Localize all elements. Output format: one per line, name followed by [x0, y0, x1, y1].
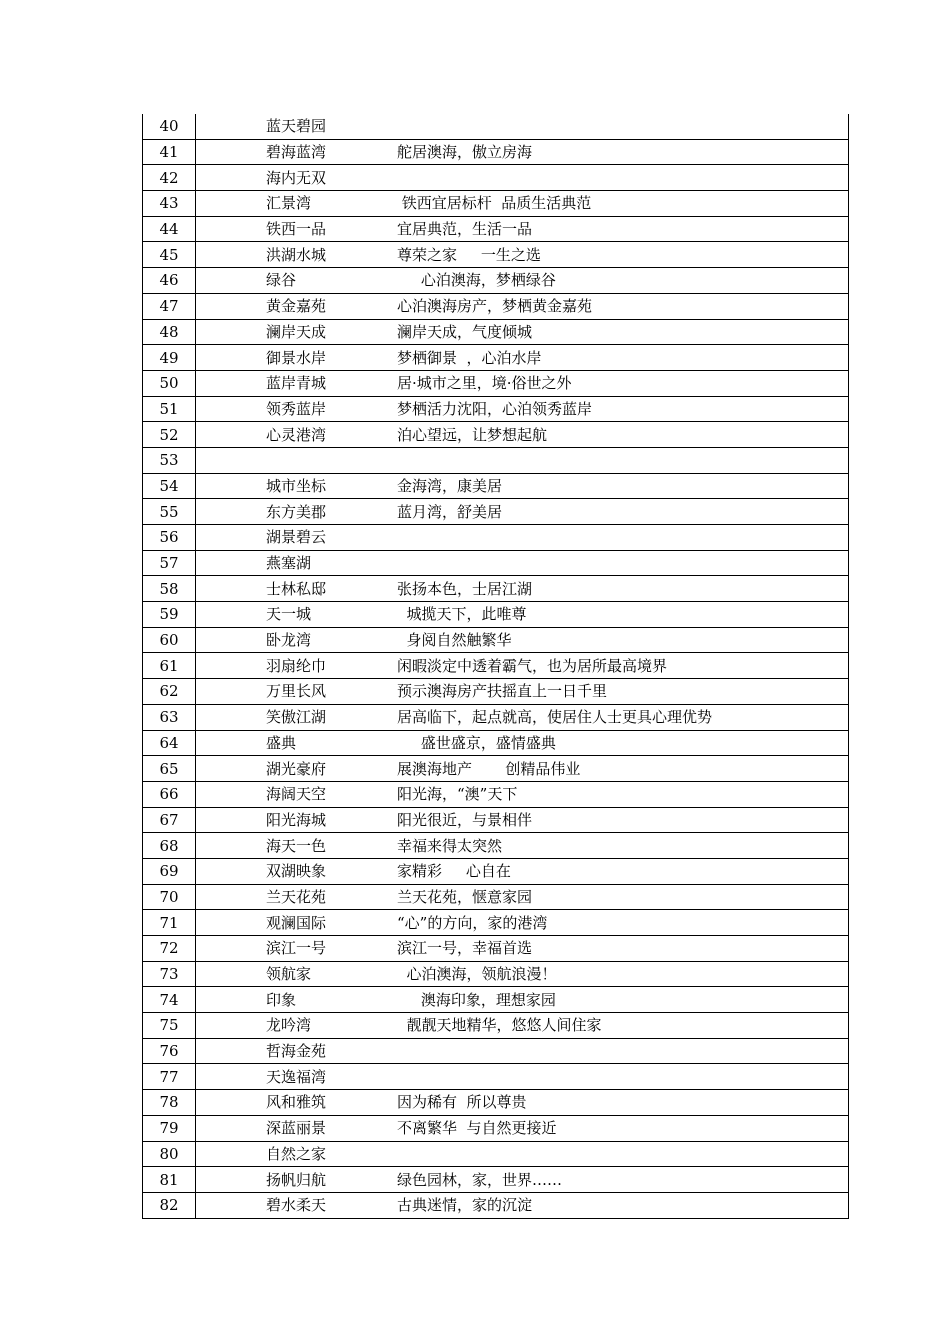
- table-row: [143, 1192, 849, 1218]
- row-number: 58: [143, 576, 196, 602]
- property-slogan: 梦栖御景 ，心泊水岸: [397, 345, 849, 371]
- row-number: 40: [143, 114, 196, 139]
- property-name: 领秀蓝岸: [196, 396, 398, 422]
- row-number: 61: [143, 653, 196, 679]
- table-row: [143, 1090, 849, 1116]
- row-number: 60: [143, 627, 196, 653]
- table-row: [143, 293, 849, 319]
- property-slogan: 心泊澳海房产，梦栖黄金嘉苑: [397, 293, 849, 319]
- property-slogan: 古典迷情，家的沉淀: [397, 1192, 849, 1218]
- row-number: 62: [143, 679, 196, 705]
- property-name: 领航家: [196, 961, 398, 987]
- row-number: 74: [143, 987, 196, 1013]
- property-name: [196, 447, 398, 473]
- row-number: 52: [143, 422, 196, 448]
- property-slogan: 滨江一号，幸福首选: [397, 936, 849, 962]
- property-name: 汇景湾: [196, 191, 398, 217]
- property-name: 万里长风: [196, 679, 398, 705]
- property-slogan: 舵居澳海，傲立房海: [397, 139, 849, 165]
- property-slogan: 铁西宜居标杆 品质生活典范: [397, 191, 849, 217]
- property-name: 兰天花苑: [196, 884, 398, 910]
- table-row: [143, 139, 849, 165]
- row-number: 53: [143, 447, 196, 473]
- property-name: 御景水岸: [196, 345, 398, 371]
- table-row: [143, 550, 849, 576]
- property-name: 笑傲江湖: [196, 704, 398, 730]
- table-row: [143, 679, 849, 705]
- row-number: 46: [143, 268, 196, 294]
- property-slogan: 预示澳海房产扶摇直上一日千里: [397, 679, 849, 705]
- property-slogan: [397, 114, 849, 139]
- row-number: 67: [143, 807, 196, 833]
- table-row: [143, 242, 849, 268]
- property-slogan: [397, 525, 849, 551]
- table-row: [143, 833, 849, 859]
- table-row: [143, 345, 849, 371]
- row-number: 48: [143, 319, 196, 345]
- property-name: 盛典: [196, 730, 398, 756]
- property-slogan: 心泊澳海，领航浪漫！: [397, 961, 849, 987]
- row-number: 42: [143, 165, 196, 191]
- table-row: [143, 1141, 849, 1167]
- table-row: [143, 730, 849, 756]
- property-name: 碧水柔天: [196, 1192, 398, 1218]
- property-slogan: [397, 447, 849, 473]
- table-row: [143, 370, 849, 396]
- property-slogan: 闲暇淡定中透着霸气，也为居所最高境界: [397, 653, 849, 679]
- property-name: 海阔天空: [196, 781, 398, 807]
- table-row: [143, 936, 849, 962]
- row-number: 79: [143, 1115, 196, 1141]
- property-name: 城市坐标: [196, 473, 398, 499]
- property-slogan: 宜居典范，生活一品: [397, 216, 849, 242]
- table-row: [143, 653, 849, 679]
- row-number: 73: [143, 961, 196, 987]
- property-name: 卧龙湾: [196, 627, 398, 653]
- row-number: 54: [143, 473, 196, 499]
- row-number: 69: [143, 858, 196, 884]
- property-slogan: 金海湾，康美居: [397, 473, 849, 499]
- row-number: 70: [143, 884, 196, 910]
- row-number: 76: [143, 1038, 196, 1064]
- property-slogan: 澜岸天成，气度倾城: [397, 319, 849, 345]
- table-row: [143, 807, 849, 833]
- property-slogan: 阳光海，“澳”天下: [397, 781, 849, 807]
- table-row: [143, 627, 849, 653]
- property-name: 双湖映象: [196, 858, 398, 884]
- row-number: 44: [143, 216, 196, 242]
- table-row: [143, 499, 849, 525]
- row-number: 49: [143, 345, 196, 371]
- property-slogan: 兰天花苑，惬意家园: [397, 884, 849, 910]
- property-name: 澜岸天成: [196, 319, 398, 345]
- table-row: [143, 961, 849, 987]
- property-slogan: 家精彩 心自在: [397, 858, 849, 884]
- property-slogan: 心泊澳海，梦栖绿谷: [397, 268, 849, 294]
- property-name: 龙吟湾: [196, 1013, 398, 1039]
- property-name: 阳光海城: [196, 807, 398, 833]
- property-slogan: [397, 1064, 849, 1090]
- row-number: 75: [143, 1013, 196, 1039]
- row-number: 72: [143, 936, 196, 962]
- row-number: 80: [143, 1141, 196, 1167]
- property-name: 天逸福湾: [196, 1064, 398, 1090]
- table-row: [143, 858, 849, 884]
- row-number: 82: [143, 1192, 196, 1218]
- property-name: 洪湖水城: [196, 242, 398, 268]
- property-name: 湖光豪府: [196, 756, 398, 782]
- row-number: 47: [143, 293, 196, 319]
- row-number: 66: [143, 781, 196, 807]
- table-row: [143, 1167, 849, 1193]
- table-row: [143, 422, 849, 448]
- property-name: 绿谷: [196, 268, 398, 294]
- row-number: 56: [143, 525, 196, 551]
- row-number: 51: [143, 396, 196, 422]
- table-row: [143, 396, 849, 422]
- property-name: 黄金嘉苑: [196, 293, 398, 319]
- row-number: 41: [143, 139, 196, 165]
- row-number: 59: [143, 602, 196, 628]
- row-number: 81: [143, 1167, 196, 1193]
- row-number: 71: [143, 910, 196, 936]
- table-row: [143, 910, 849, 936]
- property-slogan: 泊心望远，让梦想起航: [397, 422, 849, 448]
- property-name: 铁西一品: [196, 216, 398, 242]
- row-number: 77: [143, 1064, 196, 1090]
- property-name: 哲海金苑: [196, 1038, 398, 1064]
- property-name: 海天一色: [196, 833, 398, 859]
- table-row: [143, 1038, 849, 1064]
- property-slogan: 不离繁华 与自然更接近: [397, 1115, 849, 1141]
- row-number: 63: [143, 704, 196, 730]
- property-slogan: [397, 165, 849, 191]
- row-number: 68: [143, 833, 196, 859]
- property-name: 观澜国际: [196, 910, 398, 936]
- table-row: [143, 1115, 849, 1141]
- table-row: [143, 704, 849, 730]
- table-row: [143, 1064, 849, 1090]
- property-name-table: [142, 114, 849, 1219]
- table-row: [143, 781, 849, 807]
- table-row: [143, 602, 849, 628]
- table-row: [143, 268, 849, 294]
- property-name: 滨江一号: [196, 936, 398, 962]
- property-slogan: [397, 1141, 849, 1167]
- property-slogan: 靓靓天地精华，悠悠人间住家: [397, 1013, 849, 1039]
- property-slogan: 居·城市之里，境·俗世之外: [397, 370, 849, 396]
- table-row: [143, 447, 849, 473]
- property-name: 扬帆归航: [196, 1167, 398, 1193]
- property-slogan: 梦栖活力沈阳，心泊领秀蓝岸: [397, 396, 849, 422]
- property-name: 自然之家: [196, 1141, 398, 1167]
- table-row: [143, 216, 849, 242]
- property-name: 羽扇纶巾: [196, 653, 398, 679]
- table-row: [143, 987, 849, 1013]
- property-name: 燕塞湖: [196, 550, 398, 576]
- property-slogan: 城揽天下，此唯尊: [397, 602, 849, 628]
- table-row: [143, 525, 849, 551]
- property-slogan: 绿色园林，家，世界……: [397, 1167, 849, 1193]
- row-number: 55: [143, 499, 196, 525]
- table-row: [143, 114, 849, 139]
- row-number: 65: [143, 756, 196, 782]
- table-body: [143, 114, 849, 1218]
- property-name: 深蓝丽景: [196, 1115, 398, 1141]
- table-row: [143, 473, 849, 499]
- property-slogan: 展澳海地产 创精品伟业: [397, 756, 849, 782]
- property-slogan: “心”的方向，家的港湾: [397, 910, 849, 936]
- property-name: 印象: [196, 987, 398, 1013]
- property-name: 心灵港湾: [196, 422, 398, 448]
- table-row: [143, 1013, 849, 1039]
- property-slogan: 澳海印象，理想家园: [397, 987, 849, 1013]
- property-name: 东方美郡: [196, 499, 398, 525]
- table-row: [143, 756, 849, 782]
- property-slogan: 身阅自然触繁华: [397, 627, 849, 653]
- property-slogan: 幸福来得太突然: [397, 833, 849, 859]
- property-slogan: [397, 550, 849, 576]
- table-row: [143, 576, 849, 602]
- property-name: 士林私邸: [196, 576, 398, 602]
- property-name: 蓝岸青城: [196, 370, 398, 396]
- property-slogan: 尊荣之家 一生之选: [397, 242, 849, 268]
- row-number: 43: [143, 191, 196, 217]
- property-name: 蓝天碧园: [196, 114, 398, 139]
- property-name: 天一城: [196, 602, 398, 628]
- row-number: 45: [143, 242, 196, 268]
- property-name: 风和雅筑: [196, 1090, 398, 1116]
- row-number: 50: [143, 370, 196, 396]
- table-row: [143, 191, 849, 217]
- property-name: 碧海蓝湾: [196, 139, 398, 165]
- property-slogan: 张扬本色，士居江湖: [397, 576, 849, 602]
- table-row: [143, 165, 849, 191]
- row-number: 64: [143, 730, 196, 756]
- property-slogan: 因为稀有 所以尊贵: [397, 1090, 849, 1116]
- property-slogan: 阳光很近，与景相伴: [397, 807, 849, 833]
- row-number: 57: [143, 550, 196, 576]
- property-slogan: 蓝月湾，舒美居: [397, 499, 849, 525]
- property-slogan: [397, 1038, 849, 1064]
- property-slogan: 居高临下，起点就高，使居住人士更具心理优势: [397, 704, 849, 730]
- table-row: [143, 884, 849, 910]
- property-slogan: 盛世盛京，盛情盛典: [397, 730, 849, 756]
- property-name: 海内无双: [196, 165, 398, 191]
- row-number: 78: [143, 1090, 196, 1116]
- property-name: 湖景碧云: [196, 525, 398, 551]
- table-row: [143, 319, 849, 345]
